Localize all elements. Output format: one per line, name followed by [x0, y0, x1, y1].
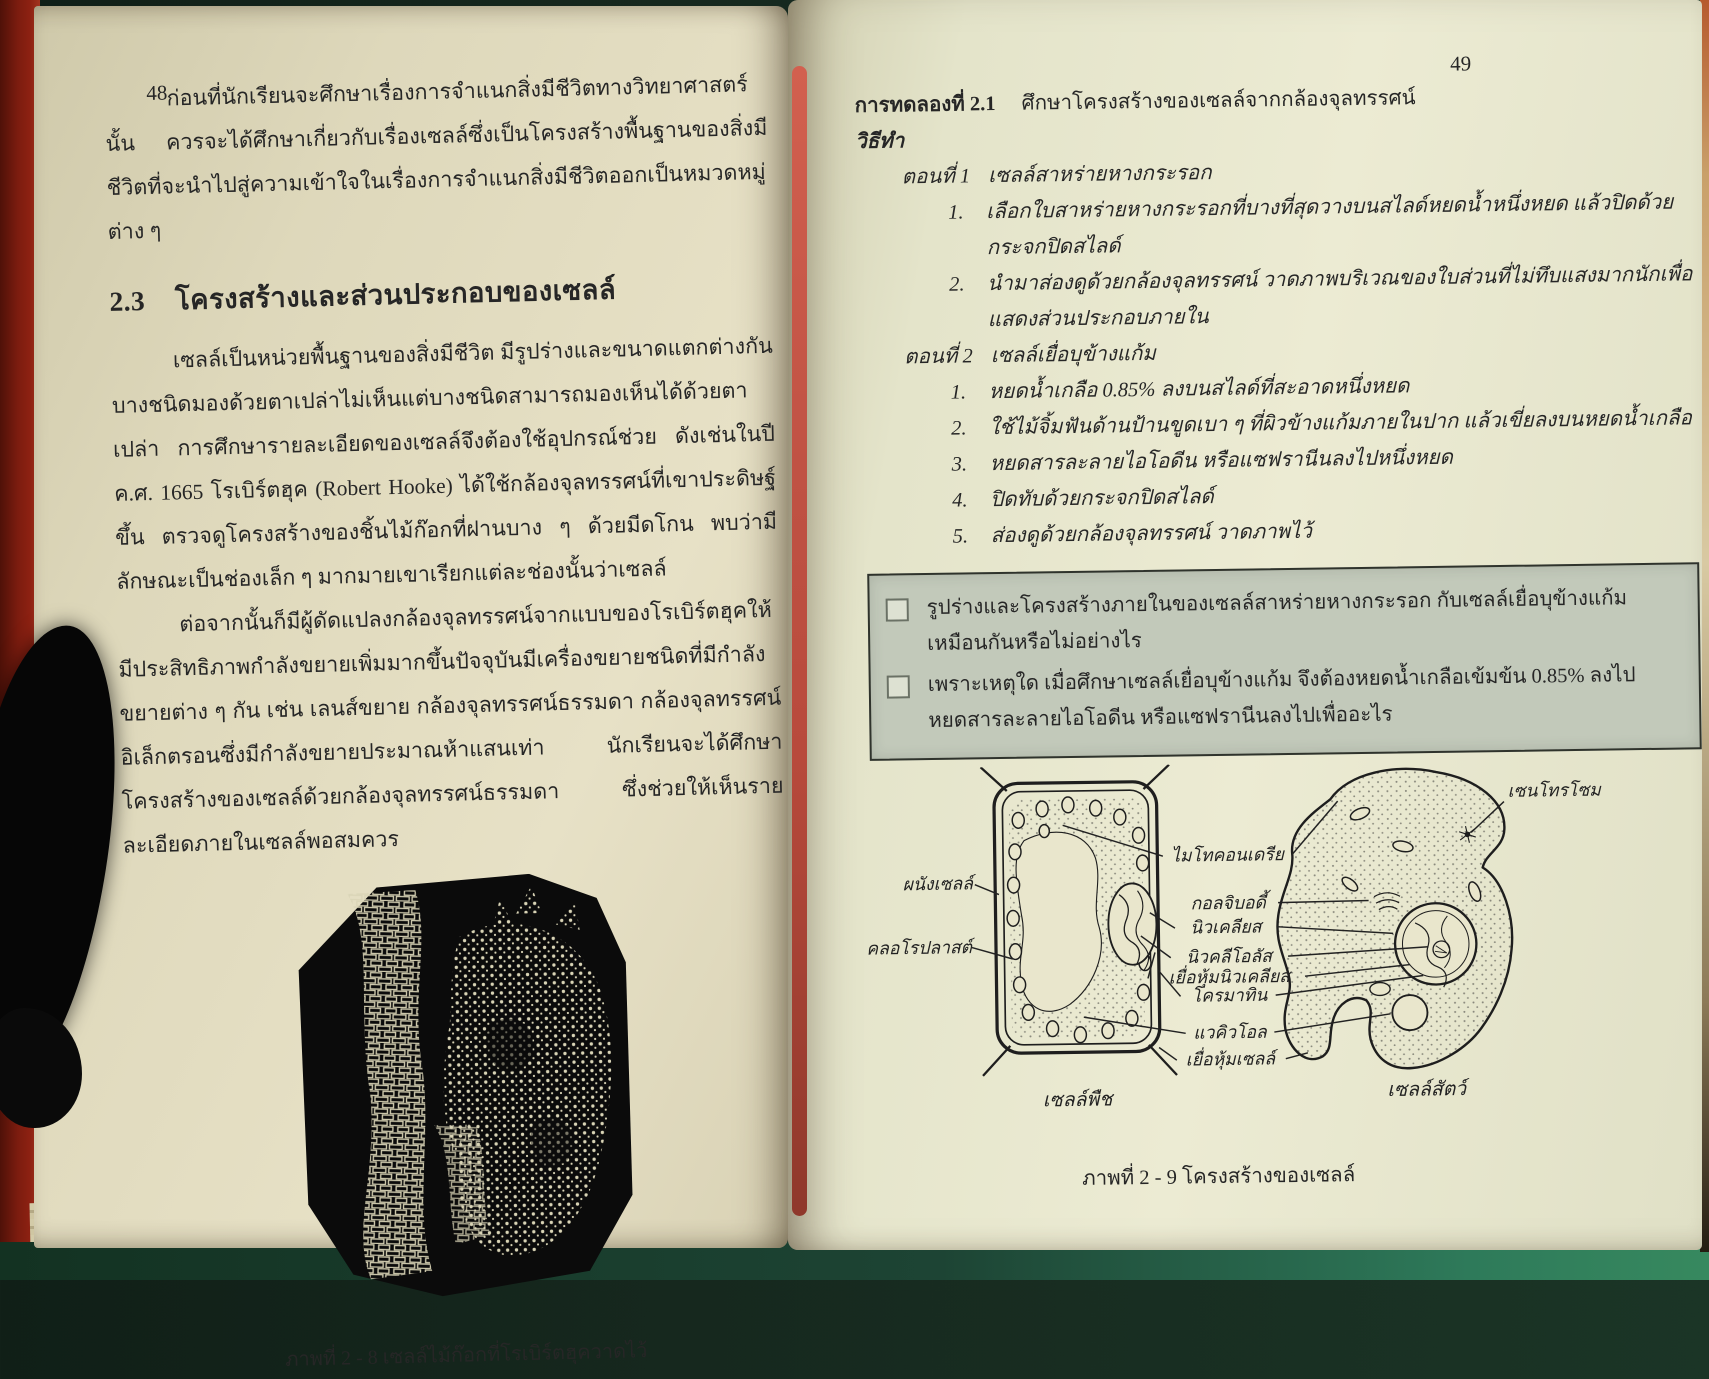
step-number: 4.: [952, 489, 968, 512]
part1-step-1: [948, 184, 1695, 266]
plant-cell-caption: เซลล์พืช: [1042, 1089, 1113, 1112]
step-number: 1.: [950, 381, 967, 404]
cork-figure: [124, 868, 796, 1313]
gutter-binding-edge: [792, 66, 807, 1216]
cell-structure-diagram: [864, 757, 1699, 1157]
section-number: 2.3: [109, 285, 146, 317]
question-item-1: [883, 580, 1678, 663]
paragraph-intro: ก่อนที่นักเรียนจะศึกษาเรื่องการจำแนกสิ่งมีชีวิตทางวิทยาศาสตร์นั้น ควรจะได้ศึกษาเกี่ยวกับเรื่องเซลล์ซึ่งเป็นโครงสร้างพื้นฐานของสิ่งมีชีวิตที่จะนำไปสู่ความเข้าใจในเรื่องการจำแนกสิ่งมีชีวิตออกเป็นหมวดหมู่ต่าง ๆ: [105, 72, 768, 244]
part1-step-2: [949, 256, 1696, 338]
question-item-2: [885, 657, 1680, 740]
label-vacuole: แวคิวโอล: [1193, 1021, 1267, 1043]
experiment-title: ศึกษาโครงสร้างของเซลล์จากกล้องจุลทรรศน์: [1021, 87, 1416, 115]
step-number: 2.: [951, 417, 967, 440]
step-text: ส่องดูด้วยกล้องจุลทรรศน์ วาดภาพไว้: [990, 520, 1313, 548]
figure-2-9-caption: ภาพที่ 2 - 9 โครงสร้างของเซลล์: [1082, 1164, 1356, 1190]
step-number: 5.: [952, 525, 969, 548]
question-box: [867, 562, 1702, 761]
step-text: นำมาส่องดูด้วยกล้องจุลทรรศน์ วาดภาพบริเวณของใบส่วนที่ไม่ทึบแสงมากนักเพื่อแสดงส่วนประกอบภายใน: [987, 263, 1693, 332]
label-mitochondrion: ไมโทคอนเดรีย: [1171, 844, 1285, 866]
label-centrosome: เซนโทรโซม: [1507, 779, 1601, 801]
paragraph-microscopes: ต่อจากนั้นก็มีผู้ดัดแปลงกล้องจุลทรรศน์จากแบบของโรเบิร์ตฮุคให้มีประสิทธิภาพกำลังขยายเพิ่มมากขึ้นปัจจุบันมีเครื่องขยายชนิดที่มีกำลังขยายต่าง ๆ กัน เช่น เลนส์ขยาย กล้องจุลทรรศน์ธรรมดา กล้องจุลทรรศน์อิเล็กตรอนซึ่งมีกำลังขยายประมาณห้าแสนเท่า นักเรียนจะได้ศึกษาโครงสร้างของเซลล์ด้วยกล้องจุลทรรศน์ธรรมดา ซึ่งช่วยให้เห็นรายละเอียดภายในเซลล์พอสมควร: [118, 597, 784, 858]
figure-2-8-caption: ภาพที่ 2 - 8 เซลล์ไม้ก๊อกที่โรเบิร์ตฮุควาดไว้: [285, 1340, 648, 1371]
animal-cell-illustration: [1275, 768, 1514, 1071]
animal-cell-caption: เซลล์สัตว์: [1387, 1078, 1467, 1102]
plant-cell-illustration: [979, 765, 1177, 1078]
step-number: 1.: [948, 201, 964, 224]
step-text: เลือกใบสาหร่ายหางกระรอกที่บางที่สุดวางบนสไลด์หยดน้ำหนึ่งหยด แล้วปิดด้วยกระจกปิดสไลด์: [986, 191, 1674, 260]
label-golgi-body: กอลจิบอดี้: [1190, 892, 1266, 914]
section-heading: [109, 264, 772, 324]
step-text: ใช้ไม้จิ้มฟันด้านป้านขูดเบา ๆ ที่ผิวข้างแก้มภายในปาก แล้วเขี่ยลงบนหยดน้ำเกลือ: [989, 407, 1692, 440]
step-text: หยดสารละลายไอโอดีน หรือแซฟรานีนลงไปหนึ่งหยด: [989, 446, 1454, 476]
question-text: รูปร่างและโครงสร้างภายในของเซลล์สาหร่ายหางกระรอก กับเซลล์เยื่อบุข้างแก้มเหมือนกันหรือไม่อย่างไร: [926, 587, 1628, 656]
part2-title: เซลล์เยื่อบุข้างแก้ม: [990, 342, 1156, 368]
paragraph-cell-basics: เซลล์เป็นหน่วยพื้นฐานของสิ่งมีชีวิต มีรูปร่างและขนาดแตกต่างกัน บางชนิดมองด้วยตาเปล่าไม่เห็นแต่บางชนิดสามารถมองเห็นได้ด้วยตาเปล่า การศึกษารายละเอียดของเซลล์จึงต้องใช้อุปกรณ์ช่วย ดังเช่นในปี ค.ศ. 1665 โรเบิร์ตฮุค (Robert Hooke) ได้ใช้กล้องจุลทรรศน์ที่เขาประดิษฐ์ขึ้น ตรวจดูโครงสร้างของชิ้นไม้ก๊อกที่ฝานบาง ๆ ด้วยมีดโกน พบว่ามีลักษณะเป็นช่องเล็ก ๆ มากมายเขาเรียกแต่ละช่องนั้นว่าเซลล์: [111, 333, 778, 594]
label-nucleolus: นิวคลีโอลัส: [1185, 945, 1272, 968]
left-body-text: [104, 62, 785, 868]
section-title: โครงสร้างและส่วนประกอบของเซลล์: [174, 273, 617, 316]
label-cell-membrane: เยื่อหุ้มเซลล์: [1185, 1048, 1276, 1070]
left-page-content: [104, 62, 798, 1379]
label-nucleus: นิวเคลียส: [1189, 916, 1262, 938]
method-label: วิธีทำ: [855, 130, 905, 153]
step-number: 3.: [951, 453, 968, 476]
right-page: [788, 0, 1702, 1250]
question-text: เพราะเหตุใด เมื่อศึกษาเซลล์เยื่อบุข้างแก้ม จึงต้องหยดน้ำเกลือเข้มข้น 0.85% ลงไป หยดสารละลายไอโอดีน หรือแซฟรานีนลงไปเพื่ออะไร: [927, 664, 1636, 733]
page-number-right: 49: [1449, 51, 1472, 76]
part1-title: เซลล์สาหร่ายหางกระรอก: [988, 162, 1212, 188]
right-page-content: [854, 44, 1708, 1198]
checkbox-icon: [886, 598, 909, 621]
cell-structure-figure: [864, 757, 1707, 1163]
left-page: [34, 6, 788, 1371]
experiment-label: การทดลองที่ 2.1: [854, 93, 996, 117]
label-cell-wall: ผนังเซลล์: [902, 873, 974, 895]
step-text: ปิดทับด้วยกระจกปิดสไลด์: [990, 486, 1214, 512]
part1-label: ตอนที่ 1: [901, 165, 971, 189]
page-number-left: 48: [146, 80, 168, 105]
checkbox-icon: [887, 675, 910, 698]
step-text: หยดน้ำเกลือ 0.85% ลงบนสไลด์ที่สะอาดหนึ่งหยด: [988, 375, 1410, 404]
step-number: 2.: [949, 273, 965, 296]
cork-cells-illustration: [282, 871, 637, 1303]
part2-label: ตอนที่ 2: [904, 345, 973, 369]
label-chromatin: โครมาทิน: [1191, 984, 1268, 1006]
label-nuclear-membrane: เยื่อหุ้มนิวเคลียส: [1168, 965, 1291, 988]
label-chloroplast: คลอโรปลาสต์: [866, 937, 973, 959]
